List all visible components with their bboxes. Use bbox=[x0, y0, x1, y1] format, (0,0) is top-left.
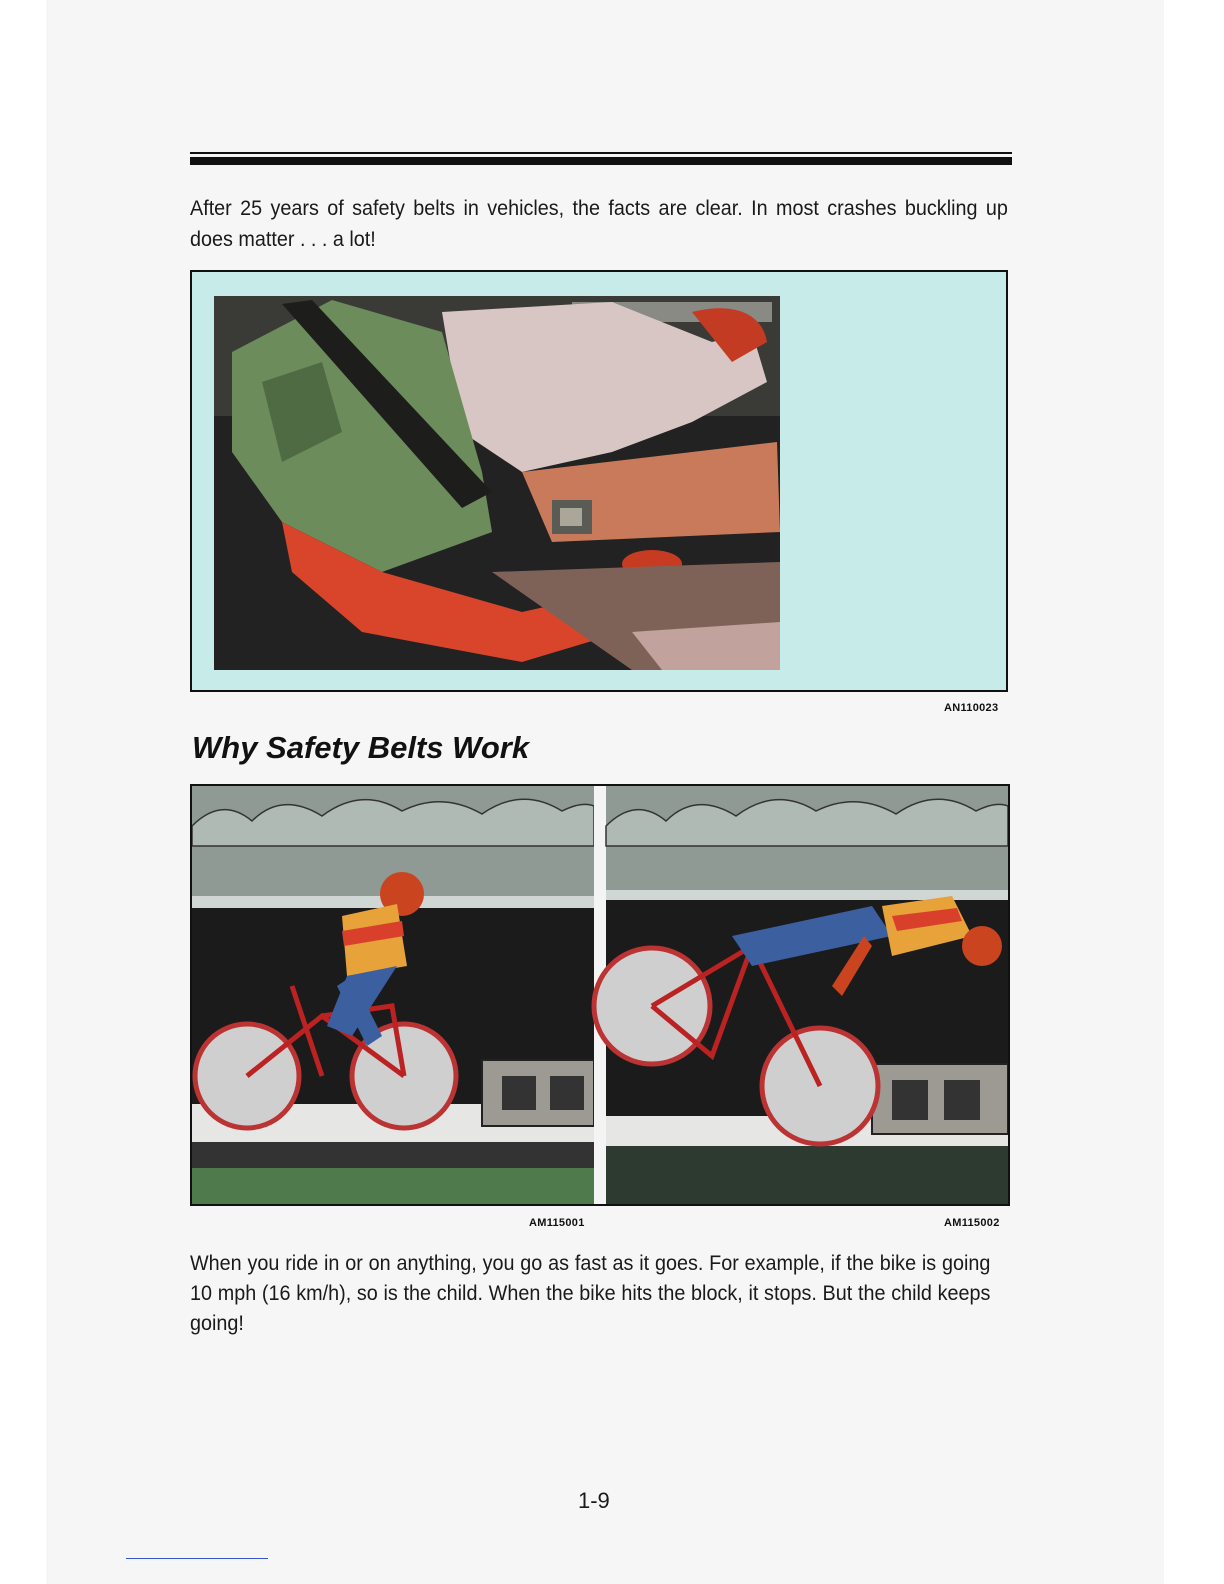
figure2-code-right: AM115002 bbox=[944, 1217, 1000, 1229]
seatbelt-illustration bbox=[192, 272, 1006, 690]
header-rule-thick bbox=[190, 157, 1012, 165]
header-rule-thin bbox=[190, 152, 1012, 154]
bike-crash-figure bbox=[190, 784, 1010, 1206]
bike-illustration bbox=[192, 786, 1008, 1204]
bike-riding-panel bbox=[192, 786, 594, 1204]
footer-link-line bbox=[126, 1558, 268, 1559]
page-number: 1-9 bbox=[578, 1488, 610, 1513]
intro-paragraph: After 25 years of safety belts in vehicles, the facts are clear. In most crashes buckling up does matter . . . a lot! bbox=[190, 196, 1008, 251]
figure1-code: AN110023 bbox=[944, 702, 999, 714]
seatbelt-figure bbox=[190, 270, 1008, 692]
bike-crash-panel bbox=[594, 786, 1008, 1204]
body-paragraph: When you ride in or on anything, you go as fast as it goes. For example, if the bike is going 10 mph (16 km/h), so is the child. When the bike hits the block, it stops. But the child keeps going! bbox=[190, 1251, 991, 1335]
figure2-code-left: AM115001 bbox=[529, 1217, 585, 1229]
section-heading: Why Safety Belts Work bbox=[192, 730, 530, 765]
